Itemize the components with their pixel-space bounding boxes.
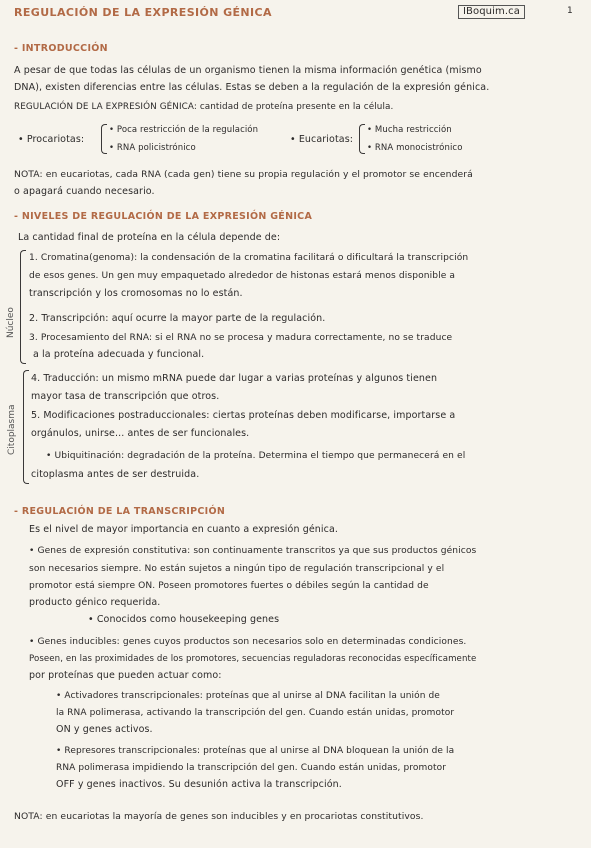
level-2: 2. Transcripción: aquí ocurre la mayor parte de la regulación.: [29, 313, 326, 324]
activators-line-2: la RNA polimerasa, activando la transcripción del gen. Cuando están unidas, promotor: [56, 708, 455, 718]
constitutive-line-4: producto génico requerida.: [29, 597, 161, 608]
activators-line-1: • Activadores transcripcionales: proteínas que al unirse al DNA facilitan la unión de: [56, 691, 440, 701]
intro-line-2: DNA), existen diferencias entre las células. Estas se deben a la regulación de la expresión génica.: [14, 82, 490, 93]
repressors-line-3: OFF y genes inactivos. Su desunión activa la transcripción.: [56, 779, 342, 790]
level-3-line-1: 3. Procesamiento del RNA: si el RNA no se procesa y madura correctamente, no se traduce: [29, 333, 453, 343]
level-5-line-2: orgánulos, unirse... antes de ser funcionales.: [31, 428, 250, 439]
transcription-heading: - REGULACIÓN DE LA TRANSCRIPCIÓN: [14, 506, 226, 517]
level-1-line-2: de esos genes. Un gen muy empaquetado alrededor de histonas estará menos disponible a: [29, 271, 456, 281]
prok-label: • Procariotas:: [18, 134, 85, 145]
intro-heading: - INTRODUCCIÓN: [14, 43, 108, 54]
page-title: REGULACIÓN DE LA EXPRESIÓN GÉNICA: [14, 6, 272, 19]
euk-item-2: • RNA monocistrónico: [367, 143, 463, 153]
inducible-line-3: por proteínas que pueden actuar como:: [29, 670, 222, 681]
intro-line-1: A pesar de que todas las células de un organismo tienen la misma información genética (mismo: [14, 65, 482, 76]
prok-item-1: • Poca restricción de la regulación: [109, 125, 259, 135]
activators-line-3: ON y genes activos.: [56, 724, 153, 735]
intro-note-1: NOTA: en eucariotas, cada RNA (cada gen) tiene su propia regulación y el promotor se encenderá: [14, 169, 473, 180]
housekeeping-note: • Conocidos como housekeeping genes: [88, 614, 280, 625]
transcription-note: NOTA: en eucariotas la mayoría de genes son inducibles y en procariotas constitutivos.: [14, 811, 424, 822]
intro-note-2: o apagará cuando necesario.: [14, 186, 155, 197]
brand-tag: IBoquim.ca: [458, 5, 525, 19]
prok-brace: [101, 124, 107, 154]
level-4-line-1: 4. Traducción: un mismo mRNA puede dar lugar a varias proteínas y algunos tienen: [31, 373, 438, 384]
level-3-line-2: a la proteína adecuada y funcional.: [33, 349, 205, 360]
citoplasma-label: Citoplasma: [7, 404, 17, 455]
level-5-line-1: 5. Modificaciones postraduccionales: ciertas proteínas deben modificarse, importarse a: [31, 410, 456, 421]
euk-label: • Eucariotas:: [290, 134, 354, 145]
euk-brace: [359, 124, 365, 154]
levels-heading: - NIVELES DE REGULACIÓN DE LA EXPRESIÓN GÉNICA: [14, 211, 313, 222]
prok-item-2: • RNA policistrónico: [109, 143, 196, 153]
level-ubiquitin-line-2: citoplasma antes de ser destruida.: [31, 469, 200, 480]
repressors-line-1: • Represores transcripcionales: proteínas que al unirse al DNA bloquean la unión de la: [56, 746, 455, 756]
constitutive-line-2: son necesarios siempre. No están sujetos a ningún tipo de regulación transcripcional y el: [29, 564, 445, 574]
inducible-line-2: Poseen, en las proximidades de los promotores, secuencias reguladoras reconocidas específicamente: [29, 654, 477, 664]
citoplasma-brace: [23, 370, 29, 484]
transcription-intro: Es el nivel de mayor importancia en cuanto a expresión génica.: [29, 524, 338, 535]
nucleo-label: Núcleo: [6, 307, 16, 338]
repressors-line-2: RNA polimerasa impidiendo la transcripción del gen. Cuando están unidas, promotor: [56, 763, 447, 773]
level-4-line-2: mayor tasa de transcripción que otros.: [31, 391, 220, 402]
inducible-line-1: • Genes inducibles: genes cuyos productos son necesarios solo en determinadas condiciones.: [29, 637, 467, 647]
level-ubiquitin-line-1: • Ubiquitinación: degradación de la proteína. Determina el tiempo que permanecerá en el: [46, 451, 466, 461]
level-1-line-1: 1. Cromatina(genoma): la condensación de la cromatina facilitará o dificultará la transcripción: [29, 253, 469, 263]
intro-definition: REGULACIÓN DE LA EXPRESIÓN GÉNICA: cantidad de proteína presente en la célula.: [14, 102, 394, 112]
level-1-line-3: transcripción y los cromosomas no lo están.: [29, 288, 243, 299]
nucleo-brace: [20, 250, 26, 364]
constitutive-line-3: promotor está siempre ON. Poseen promotores fuertes o débiles según la cantidad de: [29, 581, 429, 591]
levels-intro: La cantidad final de proteína en la célula depende de:: [18, 232, 281, 243]
constitutive-line-1: • Genes de expresión constitutiva: son continuamente transcritos ya que sus productos génicos: [29, 546, 477, 556]
euk-item-1: • Mucha restricción: [367, 125, 452, 135]
page-number: 1: [567, 6, 573, 16]
